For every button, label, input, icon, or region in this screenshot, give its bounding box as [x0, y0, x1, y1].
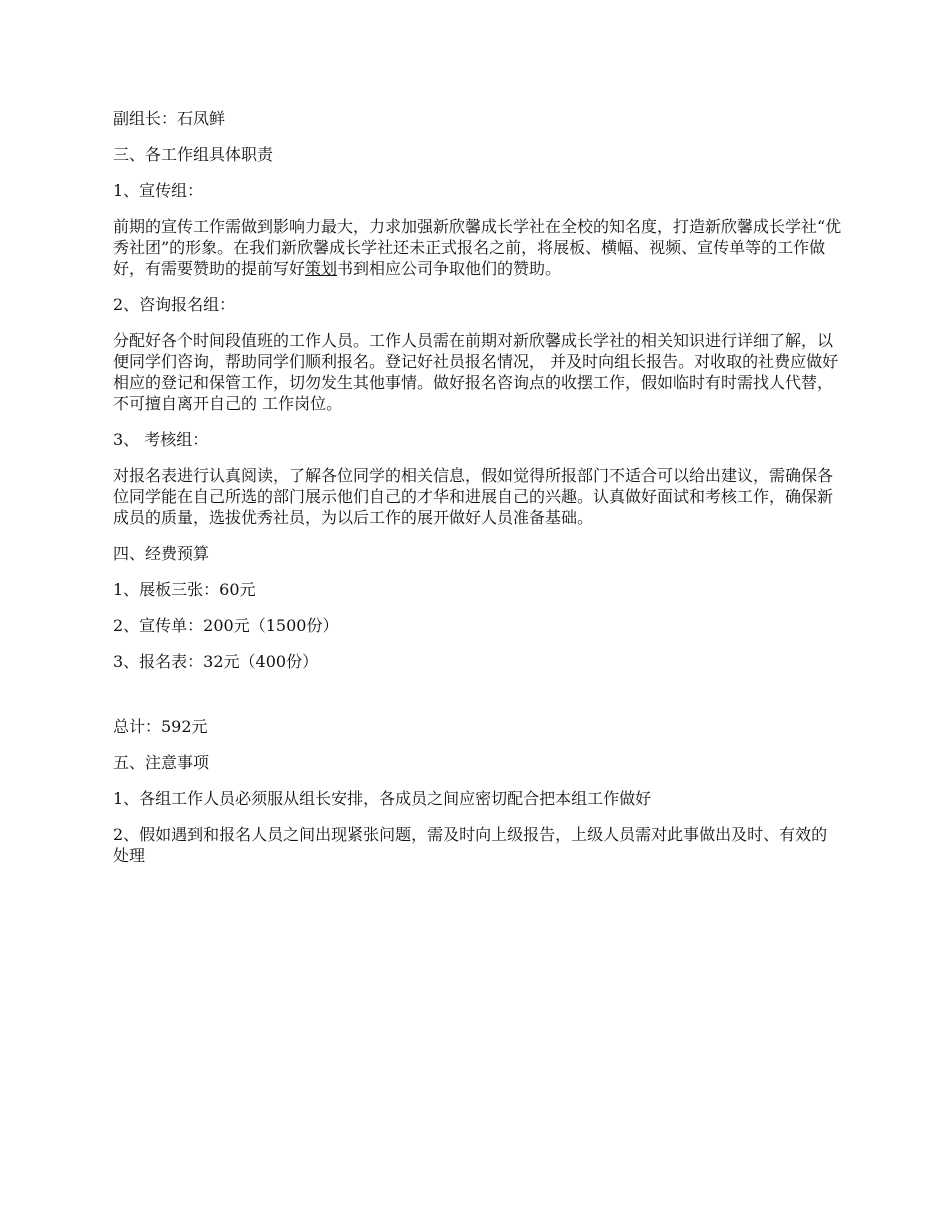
budget-item: 2、宣传单：200元（1500份） [113, 616, 339, 635]
section-5-heading: 五、注意事项 [113, 753, 210, 772]
group-3-paragraph: 对报名表进行认真阅读，了解各位同学的相关信息，假如觉得所报部门不适合可以给出建议，需确保各位同学能在自己所选的部门展示他们自己的才华和进展自己的兴趣。认真做好面试和考核工作，确保新成员的质量，选拔优秀社员，为以后工作的展开做好人员准备基础。 [113, 466, 834, 527]
section-4-heading: 四、经费预算 [113, 544, 210, 563]
group-1-text-part-b: 书到相应公司争取他们的赞助。 [337, 259, 562, 278]
group-3-heading: 3、 考核组： [113, 430, 209, 449]
group-1-paragraph [113, 216, 843, 279]
section-3-heading: 三、各工作组具体职责 [113, 145, 274, 164]
group-1-text-part-a: 前期的宣传工作需做到影响力最大，力求加强新欣馨成长学社在全校的知名度，打造新欣馨成长学社“优秀社团”的形象。在我们新欣馨成长学社还未正式报名之前，将展板、横幅、视频、宣传单等的工作做好，有需要赞助的提前写好 [113, 217, 842, 278]
note-item: 1、各组工作人员必须服从组长安排，各成员之间应密切配合把本组工作做好 [113, 789, 652, 808]
budget-total: 总计：592元 [113, 717, 208, 736]
group-1-heading: 1、宣传组： [113, 181, 204, 200]
blank-spacer [113, 687, 843, 716]
group-2-paragraph: 分配好各个时间段值班的工作人员。工作人员需在前期对新欣馨成长学社的相关知识进行详细了解，以便同学们咨询，帮助同学们顺利报名。登记好社员报名情况， 并及时向组长报告。对收取的社费应做好相应的登记和保管工作，切勿发生其他事情。做好报名咨询点的收摆工作，假如临时有时需找人代替，不可擅自离开自己的 工作岗位。 [113, 331, 839, 413]
note-item: 2、假如遇到和报名人员之间出现紧张问题，需及时向上级报告，上级人员需对此事做出及时、有效的处理 [113, 825, 828, 865]
document-body [113, 108, 843, 881]
budget-item: 3、报名表：32元（400份） [113, 652, 319, 671]
budget-item: 1、展板三张：60元 [113, 580, 256, 599]
planning-link[interactable]: 策划 [305, 259, 338, 278]
vice-leader-line: 副组长：石凤鲜 [113, 109, 226, 128]
group-2-heading: 2、咨询报名组： [113, 295, 236, 314]
